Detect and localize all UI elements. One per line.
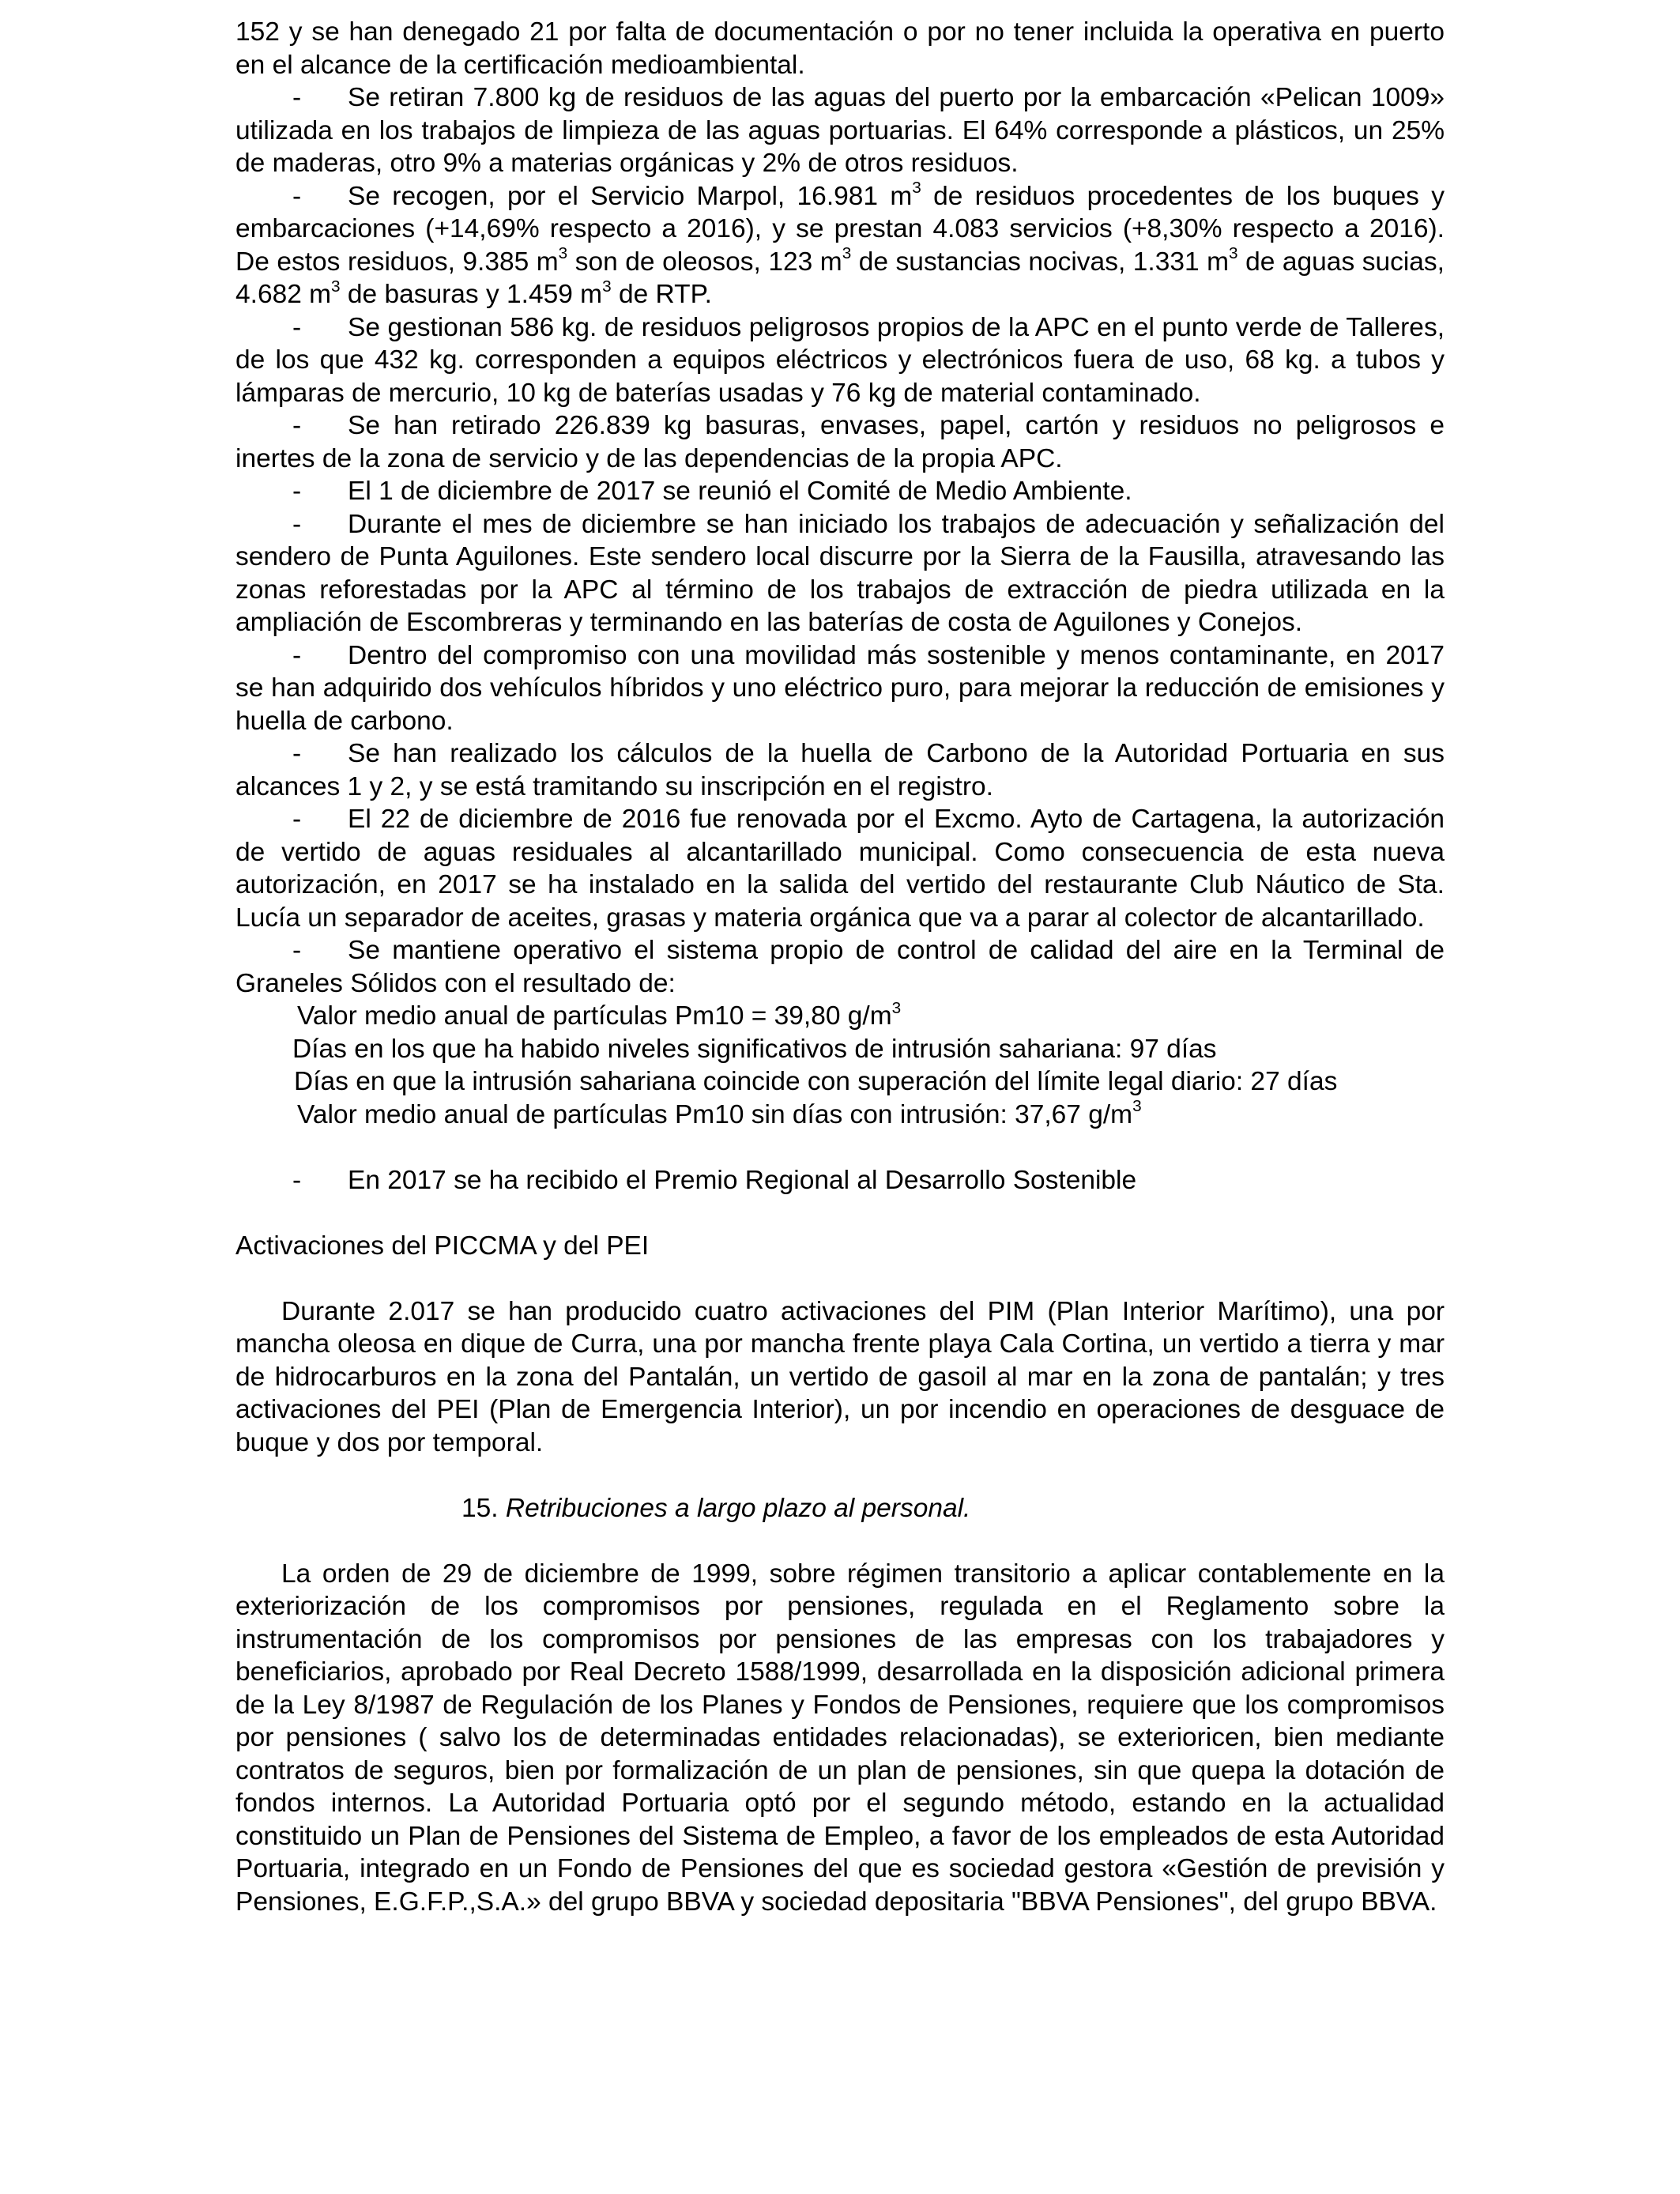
bullet-item-calidad-aire	[235, 934, 1445, 1000]
bullet-dash: -	[292, 640, 302, 670]
superscript: 3	[602, 277, 612, 296]
bullet-item-marpol	[235, 180, 1445, 311]
section-15-paragraph: La orden de 29 de diciembre de 1999, sobre régimen transitorio a aplicar contablemente en la exteriorización de los compromisos por pensiones, regulada en el Reglamento sobre la instrumentación de los compromisos por pensiones de las empresas con los trabajadores y beneficiarios, aprobado por Real Decreto 1588/1999, desarrollada en la disposición adicional primera de la Ley 8/1987 de Regulación de los Planes y Fondos de Pensiones, requiere que los compromisos por pensiones ( salvo los de determinadas entidades relacionadas), se exterioricen, bien mediante contratos de seguros, bien por formalización de un plan de pensiones, sin que quepa la dotación de fondos internos. La Autoridad Portuaria optó por el segundo método, estando en la actualidad constituido un Plan de Pensiones del Sistema de Empleo, a favor de los empleados de esta Autoridad Portuaria, integrado en un Fondo de Pensiones del que es sociedad gestora «Gestión de previsión y Pensiones, E.G.F.P.,S.A.» del grupo BBVA y sociedad depositaria "BBVA Pensiones", del grupo BBVA.	[235, 1559, 1445, 1917]
superscript: 3	[1229, 244, 1238, 263]
bullet-item-huella-carbono	[235, 737, 1445, 803]
bullet-item-basuras	[235, 409, 1445, 475]
superscript: 3	[891, 998, 902, 1017]
bullet-item-residuos-peligrosos	[235, 311, 1445, 410]
bullet-text: Se han realizado los cálculos de la huella de Carbono de la Autoridad Portuaria en sus alcances 1 y 2, y se está tramitando su inscripción en el registro.	[235, 739, 1445, 801]
bullet-item-sendero	[235, 508, 1445, 639]
bullet-text: de residuos procedentes de los buques y embarcaciones (+14,69% respecto a 2016), y se prestan 4.083 servicios (+8,30% respecto a 2016). De estos residuos, 9.385 m	[235, 181, 1445, 277]
bullet-item-movilidad	[235, 639, 1445, 738]
bullet-text: Se recogen, por el Servicio Marpol, 16.981 m	[348, 181, 913, 211]
superscript: 3	[331, 277, 341, 296]
bullet-text: Durante el mes de diciembre se han iniciado los trabajos de adecuación y señalización del sendero de Punta Aguilones. Este sendero local discurre por la Sierra de la Fausilla, atravesando las zonas reforestadas por la APC al término de los trabajos de extracción de piedra utilizada en la ampliación de Escombreras y terminando en las baterías de costa de Aguilones y Conejos.	[235, 509, 1445, 637]
superscript: 3	[912, 179, 921, 198]
stat-text: Valor medio anual de partículas Pm10 sin días con intrusión: 37,67 g/m	[297, 1099, 1133, 1129]
superscript: 3	[1132, 1097, 1142, 1116]
bullet-text: Se han retirado 226.839 kg basuras, envases, papel, cartón y residuos no peligrosos e inertes de la zona de servicio y de las dependencias de la propia APC.	[235, 411, 1445, 473]
spacer	[235, 1131, 1445, 1164]
bullet-text: de basuras y 1.459 m	[340, 280, 603, 309]
bullet-item-vertido	[235, 803, 1445, 934]
bullet-text: Dentro del compromiso con una movilidad más sostenible y menos contaminante, en 2017 se han adquirido dos vehículos híbridos y uno eléctrico puro, para mejorar la reducción de emisiones y huella de carbono.	[235, 640, 1445, 736]
bullet-text: son de oleosos, 123 m	[567, 247, 842, 277]
bullet-item-premio	[235, 1164, 1445, 1197]
spacer	[235, 1262, 1445, 1295]
bullet-dash: -	[292, 739, 302, 768]
section-title: Retribuciones a largo plazo al personal	[505, 1493, 964, 1523]
stat-line: Días en que la intrusión sahariana coincide con superación del límite legal diario: 27 días	[294, 1067, 1338, 1096]
bullet-text: El 1 de diciembre de 2017 se reunió el Comité de Medio Ambiente.	[348, 477, 1132, 506]
spacer	[235, 1525, 1445, 1558]
section-period: .	[963, 1493, 971, 1523]
stat-line: Días en los que ha habido niveles significativos de intrusión sahariana: 97 días	[292, 1034, 1217, 1064]
stat-line	[292, 1099, 1445, 1132]
activations-paragraph: Durante 2.017 se han producido cuatro activaciones del PIM (Plan Interior Marítimo), una por mancha oleosa en dique de Curra, una por mancha frente playa Cala Cortina, un vertido a tierra y mar de hidrocarburos en la zona del Pantalán, un vertido de gasoil al mar en la zona de pantalán; y tres activaciones del PEI (Plan de Emergencia Interior), un por incendio en operaciones de desguace de buque y dos por temporal.	[235, 1296, 1445, 1457]
bullet-item-residuos-aguas	[235, 81, 1445, 180]
bullet-text: Se mantiene operativo el sistema propio de control de calidad del aire en la Terminal de Graneles Sólidos con el resultado de:	[235, 936, 1445, 998]
air-quality-stats	[235, 1000, 1445, 1131]
superscript: 3	[558, 244, 568, 263]
stat-line	[292, 1000, 1445, 1033]
document-page	[235, 16, 1445, 1918]
section-15-heading	[235, 1492, 1445, 1525]
activations-heading: Activaciones del PICCMA y del PEI	[235, 1231, 650, 1261]
bullet-dash: -	[292, 181, 302, 211]
bullet-item-comite	[235, 475, 1445, 508]
intro-paragraph: 152 y se han denegado 21 por falta de documentación o por no tener incluida la operativa en puerto en el alcance de la certificación medioambiental.	[235, 17, 1445, 80]
bullet-dash: -	[292, 312, 302, 342]
bullet-text: de RTP.	[611, 280, 712, 309]
bullet-text: de aguas sucias, 4.682 m	[235, 247, 1445, 309]
bullet-dash: -	[292, 936, 302, 965]
bullet-text: El 22 de diciembre de 2016 fue renovada por el Excmo. Ayto de Cartagena, la autorización de vertido de aguas residuales al alcantarillado municipal. Como consecuencia de esta nueva autorización, en 2017 se ha instalado en la salida del vertido del restaurante Club Náutico de Sta. Lucía un separador de aceites, grasas y materia orgánica que va a parar al colector de alcantarillado.	[235, 805, 1445, 933]
stat-text: Valor medio anual de partículas Pm10 = 39,80 g/m	[297, 1001, 892, 1031]
bullet-text: Se gestionan 586 kg. de residuos peligrosos propios de la APC en el punto verde de Talleres, de los que 432 kg. corresponden a equipos eléctricos y electrónicos fuera de uso, 68 kg. a tubos y lámparas de mercurio, 10 kg de baterías usadas y 76 kg de material contaminado.	[235, 312, 1445, 408]
bullet-dash: -	[292, 83, 302, 112]
bullet-dash: -	[292, 509, 302, 539]
spacer	[235, 1459, 1445, 1492]
bullet-text: de sustancias nocivas, 1.331 m	[851, 247, 1230, 277]
bullet-dash: -	[292, 477, 302, 506]
section-number: 15.	[461, 1493, 499, 1523]
superscript: 3	[842, 244, 852, 263]
spacer	[235, 1197, 1445, 1230]
bullet-dash: -	[292, 1165, 302, 1195]
bullet-dash: -	[292, 411, 302, 440]
bullet-dash: -	[292, 805, 302, 834]
bullet-text: En 2017 se ha recibido el Premio Regional al Desarrollo Sostenible	[348, 1165, 1137, 1195]
bullet-text: Se retiran 7.800 kg de residuos de las aguas del puerto por la embarcación «Pelican 1009» utilizada en los trabajos de limpieza de las aguas portuarias. El 64% corresponde a plásticos, un 25% de maderas, otro 9% a materias orgánicas y 2% de otros residuos.	[235, 83, 1445, 178]
